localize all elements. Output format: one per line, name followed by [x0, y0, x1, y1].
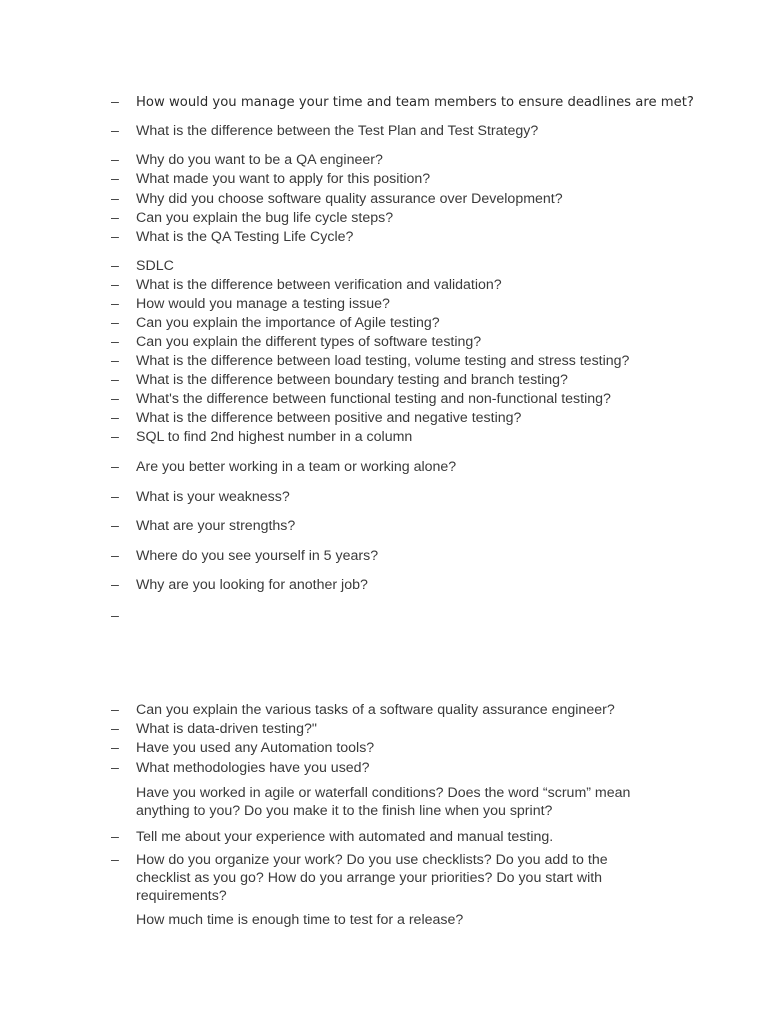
bullet-dash: –: [111, 608, 119, 624]
bullet-dash: –: [111, 489, 119, 505]
question-text: What is the difference between the Test Plan and Test Strategy?: [136, 123, 539, 139]
question-text: Why do you want to be a QA engineer?: [136, 152, 383, 168]
question-text: What is the difference between positive and negative testing?: [136, 410, 522, 426]
question-text: What is the difference between boundary testing and branch testing?: [136, 372, 568, 388]
bullet-dash: –: [111, 171, 119, 187]
question-text: What made you want to apply for this position?: [136, 171, 431, 187]
bullet-dash: –: [111, 229, 119, 245]
bullet-dash: –: [111, 852, 119, 868]
question-text: Can you explain the various tasks of a software quality assurance engineer?: [136, 702, 615, 718]
bullet-dash: –: [111, 577, 119, 593]
bullet-dash: –: [111, 740, 119, 756]
bullet-dash: –: [111, 94, 119, 110]
question-text: Tell me about your experience with automated and manual testing.: [136, 829, 554, 845]
question-text: What are your strengths?: [136, 518, 296, 534]
bullet-dash: –: [111, 721, 119, 737]
question-text: Are you better working in a team or working alone?: [136, 459, 457, 475]
bullet-dash: –: [111, 152, 119, 168]
bullet-dash: –: [111, 191, 119, 207]
question-text: How do you organize your work? Do you use checklists? Do you add to the checklist as you go? How do you arrange your priorities? Do you start with requirements?: [136, 852, 608, 904]
bullet-dash: –: [111, 760, 119, 776]
bullet-dash: –: [111, 258, 119, 274]
bullet-dash: –: [111, 548, 119, 564]
bullet-dash: –: [111, 702, 119, 718]
question-text: SQL to find 2nd highest number in a column: [136, 429, 413, 445]
question-text: How would you manage a testing issue?: [136, 296, 390, 312]
question-text: How much time is enough time to test for a release?: [136, 912, 464, 928]
question-text: Have you used any Automation tools?: [136, 740, 375, 756]
bullet-dash: –: [111, 459, 119, 475]
bullet-dash: –: [111, 210, 119, 226]
bullet-dash: –: [111, 429, 119, 445]
question-text: Can you explain the importance of Agile testing?: [136, 315, 440, 331]
bullet-dash: –: [111, 518, 119, 534]
bullet-dash: –: [111, 334, 119, 350]
question-text: What is the QA Testing Life Cycle?: [136, 229, 354, 245]
question-text: How would you manage your time and team members to ensure deadlines are met?: [136, 95, 694, 110]
bullet-dash: –: [111, 277, 119, 293]
bullet-dash: –: [111, 372, 119, 388]
question-text: What is your weakness?: [136, 489, 290, 505]
bullet-dash: –: [111, 123, 119, 139]
question-text: Can you explain the different types of software testing?: [136, 334, 482, 350]
question-text: What methodologies have you used?: [136, 760, 370, 776]
question-text: What is the difference between load testing, volume testing and stress testing?: [136, 353, 630, 369]
question-text: What is the difference between verification and validation?: [136, 277, 502, 293]
question-text: Where do you see yourself in 5 years?: [136, 548, 379, 564]
question-text: Have you worked in agile or waterfall conditions? Does the word “scrum” mean anything to you? Do you make it to the finish line when you sprint?: [136, 785, 631, 819]
bullet-dash: –: [111, 315, 119, 331]
question-text: What is data-driven testing?": [136, 721, 317, 737]
bullet-dash: –: [111, 353, 119, 369]
bullet-dash: –: [111, 410, 119, 426]
bullet-dash: –: [111, 391, 119, 407]
question-text: Can you explain the bug life cycle steps?: [136, 210, 394, 226]
bullet-dash: –: [111, 296, 119, 312]
question-text: Why did you choose software quality assurance over Development?: [136, 191, 563, 207]
question-text: What's the difference between functional testing and non-functional testing?: [136, 391, 611, 407]
question-text: Why are you looking for another job?: [136, 577, 368, 593]
bullet-dash: –: [111, 829, 119, 845]
question-text: SDLC: [136, 258, 174, 274]
